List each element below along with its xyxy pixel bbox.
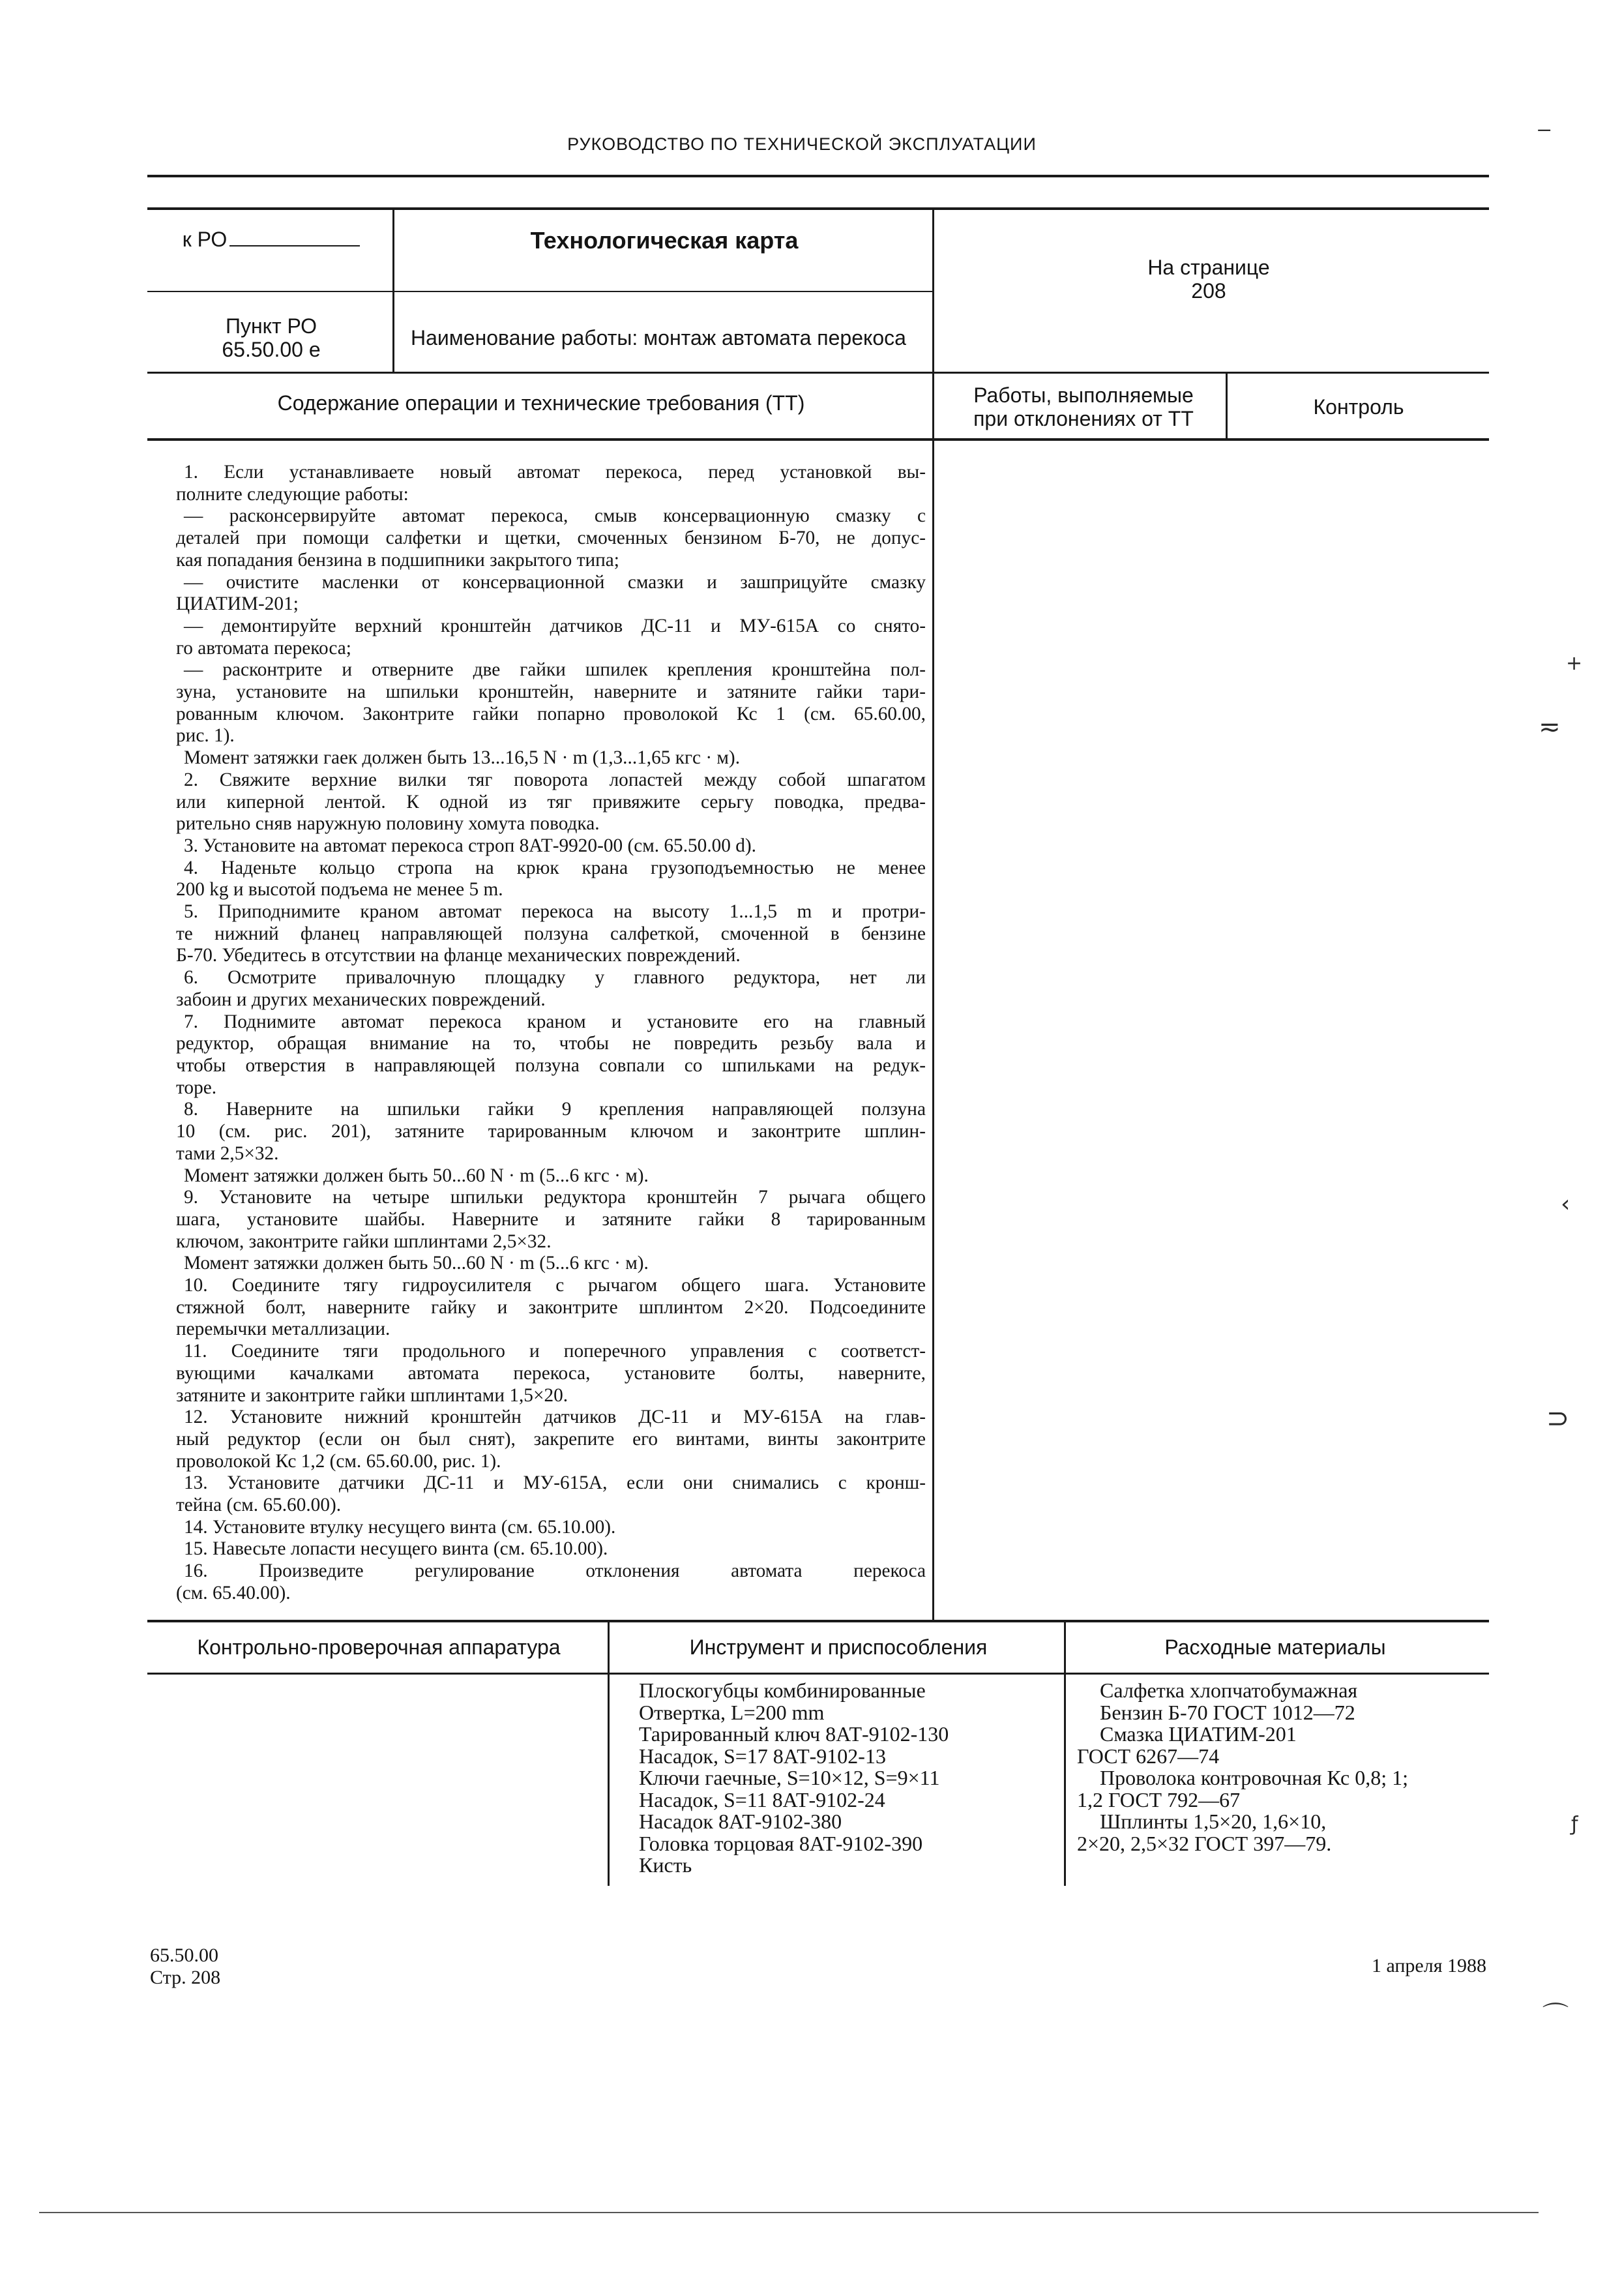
- step-line: полните следующие работы:: [176, 483, 409, 505]
- step-line: или киперной лентой. К одной из тяг привяжите серьгу поводка, предва-: [176, 791, 926, 813]
- step-line: Момент затяжки должен быть 50...60 N · m (5...6 кгс · м).: [184, 1165, 649, 1186]
- step-line: 13. Установите датчики ДС-11 и МУ-615А, если они снимались с кронш-: [184, 1472, 926, 1494]
- footer-section: [150, 1945, 346, 1989]
- scan-speck-icon: +: [1566, 652, 1583, 675]
- card-title: Технологическая карта: [530, 227, 799, 254]
- footer-date: 1 апреля 1988: [1371, 1955, 1486, 1976]
- step-line: вующими качалками автомата перекоса, установите болты, наверните,: [176, 1362, 926, 1384]
- tool-item: Отвертка, L=200 mm: [639, 1700, 825, 1724]
- tool-item: Плоскогубцы комбинированные: [639, 1678, 926, 1702]
- material-item: Проволока контровочная Кс 0,8; 1;: [1100, 1766, 1408, 1789]
- header-tools: Инструмент и приспособления: [689, 1635, 988, 1659]
- ro-item-value: 65.50.00 е: [222, 338, 321, 361]
- tool-item: Насадок 8АТ-9102-380: [639, 1810, 842, 1833]
- step-line: 14. Установите втулку несущего винта (см. 65.10.00).: [184, 1516, 616, 1538]
- tools-list: [639, 1680, 1056, 1877]
- step-line: ключом, законтрите гайки шплинтами 2,5×32.: [176, 1230, 552, 1252]
- step-line: 5. Приподнимите краном автомат перекоса на высоту 1...1,5 m и протри-: [184, 901, 926, 923]
- page-reference: [935, 256, 1482, 303]
- tool-item: Ключи гаечные, S=10×12, S=9×11: [639, 1766, 940, 1789]
- step-line: 200 kg и высотой подъема не менее 5 m.: [176, 879, 503, 901]
- step-line: 4. Наденьте кольцо стропа на крюк крана грузоподъемностью не менее: [184, 857, 926, 878]
- material-item: ГОСТ 6267—74: [1077, 1744, 1220, 1768]
- step-line: ЦИАТИМ-201;: [176, 593, 299, 615]
- ro-reference-blank: [229, 227, 360, 246]
- step-line: торе.: [176, 1077, 217, 1098]
- material-item: Шплинты 1,5×20, 1,6×10,: [1100, 1810, 1327, 1833]
- step-line: стяжной болт, наверните гайку и законтрите шплинтом 2×20. Подсоедините: [176, 1296, 926, 1318]
- step-line: 1. Если устанавливаете новый автомат перекоса, перед установкой вы-: [184, 462, 926, 483]
- step-line: 7. Поднимите автомат перекоса краном и установите его на главный: [184, 1011, 926, 1032]
- tool-item: Насадок, S=11 8АТ-9102-24: [639, 1787, 885, 1811]
- bottom-table-head-rule: [147, 1673, 1489, 1675]
- header-rule: [147, 175, 1489, 177]
- scan-speck-icon: ƒ: [1571, 1813, 1578, 1836]
- material-item: Бензин Б-70 ГОСТ 1012—72: [1100, 1700, 1355, 1724]
- page-reference-label: На странице: [1147, 256, 1270, 279]
- tool-item: Тарированный ключ 8АТ-9102-130: [639, 1722, 949, 1746]
- scan-speck-icon: ⁻: [1536, 117, 1553, 154]
- step-line: — расконтрите и отверните две гайки шпилек крепления кронштейна пол-: [184, 659, 926, 681]
- tool-item: Головка торцовая 8АТ-9102-390: [639, 1831, 923, 1855]
- step-line: те нижний фланец направляющей ползуна салфеткой, смоченной в бензине: [176, 923, 926, 944]
- step-line: забоин и других механических повреждений.: [176, 989, 546, 1010]
- step-line: 15. Навесьте лопасти несущего винта (см. 65.10.00).: [184, 1538, 608, 1560]
- operation-steps: [176, 462, 926, 1605]
- step-line: тами 2,5×32.: [176, 1142, 279, 1164]
- materials-list: [1077, 1680, 1488, 1855]
- step-line: 3. Установите на автомат перекоса строп 8АТ-9920-00 (см. 65.50.00 d).: [184, 835, 756, 856]
- ro-item-label: Пункт РО: [225, 314, 317, 338]
- step-line: кая попадания бензина в подшипники закрытого типа;: [176, 549, 619, 571]
- step-line: зуна, установите на шпильки кронштейн, наверните и затяните гайки тари-: [176, 681, 926, 703]
- header-test-equipment: Контрольно-проверочная аппаратура: [197, 1635, 561, 1659]
- step-line: Момент затяжки гаек должен быть 13...16,5 N · m (1,3...1,65 кгс · м).: [184, 747, 741, 769]
- tool-item: Кисть: [639, 1853, 692, 1877]
- column-header-deviations-line2: при отклонениях от ТТ: [973, 407, 1194, 430]
- step-line: го автомата перекоса;: [176, 637, 351, 659]
- step-line: рис. 1).: [176, 725, 235, 747]
- bottom-table-top-rule: [147, 1620, 1489, 1622]
- step-line: проволокой Кс 1,2 (см. 65.60.00, рис. 1).: [176, 1450, 501, 1472]
- step-line: — очистите масленки от консервационной смазки и зашприцуйте смазку: [184, 571, 926, 593]
- step-line: 2. Свяжите верхние вилки тяг поворота лопастей между собой шпагатом: [184, 769, 926, 790]
- step-line: затяните и законтрите гайки шплинтами 1,5×20.: [176, 1384, 568, 1406]
- step-line: ный редуктор (если он был снят), закрепите его винтами, винты законтрите: [176, 1428, 926, 1450]
- column-header-deviations: [937, 383, 1230, 430]
- step-line: рительно сняв наружную половину хомута поводка.: [176, 813, 600, 835]
- column-header-content: Содержание операции и технические требования (ТТ): [277, 391, 805, 415]
- page-reference-number: 208: [1191, 279, 1226, 303]
- step-line: Момент затяжки должен быть 50...60 N · m (5...6 кгс · м).: [184, 1253, 649, 1274]
- footer-section-code: 65.50.00: [150, 1945, 218, 1966]
- material-item: 1,2 ГОСТ 792—67: [1077, 1787, 1241, 1811]
- step-line: 10. Соедините тягу гидроусилителя с рычагом общего шага. Установите: [184, 1275, 926, 1296]
- card-head-divider: [147, 372, 1489, 374]
- card-row-divider: [147, 291, 934, 292]
- bottom-vline-1: [608, 1621, 610, 1886]
- column-header-control: Контроль: [1313, 395, 1404, 419]
- scan-speck-icon: ⌒: [1542, 2001, 1569, 2031]
- step-line: 11. Соедините тяги продольного и поперечного управления с соответст-: [184, 1341, 926, 1362]
- material-item: Салфетка хлопчатобумажная: [1100, 1678, 1358, 1702]
- step-line: 8. Наверните на шпильки гайки 9 крепления направляющей ползуна: [184, 1099, 926, 1120]
- material-item: Смазка ЦИАТИМ-201: [1100, 1722, 1297, 1746]
- step-line: чтобы отверстия в направляющей ползуна совпали со шпильками на редук-: [176, 1054, 926, 1076]
- card-vline-2: [932, 209, 934, 1621]
- step-line: перемычки металлизации.: [176, 1319, 391, 1340]
- step-line: рованным ключом. Законтрите гайки попарно проволокой Кс 1 (см. 65.60.00,: [176, 703, 926, 724]
- ro-reference-label: к РО: [182, 228, 228, 251]
- step-line: Б-70. Убедитесь в отсутствии на фланце механических повреждений.: [176, 945, 741, 966]
- step-line: (см. 65.40.00).: [176, 1582, 291, 1603]
- step-line: 9. Установите на четыре шпильки редуктора кронштейн 7 рычага общего: [184, 1187, 926, 1208]
- step-line: — расконсервируйте автомат перекоса, смыв консервационную смазку с: [184, 505, 926, 527]
- bottom-vline-2: [1064, 1621, 1066, 1886]
- step-line: редуктор, обращая внимание на то, чтобы не повредить резьбу вала и: [176, 1033, 926, 1054]
- footer-page: Стр. 208: [150, 1967, 221, 1988]
- material-item: 2×20, 2,5×32 ГОСТ 397—79.: [1077, 1831, 1332, 1855]
- column-head-rule: [147, 438, 1489, 441]
- step-line: 12. Установите нижний кронштейн датчиков ДС-11 и МУ-615А на глав-: [184, 1407, 926, 1428]
- scan-speck-icon: ‹: [1561, 1191, 1570, 1217]
- scan-speck-icon: ⊃: [1546, 1402, 1570, 1434]
- step-line: 6. Осмотрите привалочную площадку у главного редуктора, нет ли: [184, 967, 926, 989]
- ro-reference: [147, 227, 395, 252]
- step-line: 16. Произведите регулирование отклонения автомата перекоса: [184, 1560, 926, 1582]
- ro-item: [147, 314, 395, 361]
- page-bottom-rule: [39, 2212, 1539, 2213]
- card-top-border: [147, 207, 1489, 210]
- step-line: шага, установите шайбы. Наверните и затяните гайки 8 тарированным: [176, 1208, 926, 1230]
- step-line: тейна (см. 65.60.00).: [176, 1495, 342, 1516]
- column-header-deviations-line1: Работы, выполняемые: [973, 383, 1194, 407]
- step-line: 10 (см. рис. 201), затяните тарированным ключом и законтрите шплин-: [176, 1121, 926, 1142]
- running-header: РУКОВОДСТВО ПО ТЕХНИЧЕСКОЙ ЭКСПЛУАТАЦИИ: [567, 134, 1037, 154]
- step-line: деталей при помощи салфетки и щетки, смоченных бензином Б-70, не допус-: [176, 528, 926, 549]
- step-line: — демонтируйте верхний кронштейн датчиков ДС-11 и МУ-615А со снято-: [184, 615, 926, 636]
- scan-speck-icon: ≂: [1539, 712, 1561, 742]
- header-materials: Расходные материалы: [1164, 1635, 1386, 1659]
- tool-item: Насадок, S=17 8АТ-9102-13: [639, 1744, 886, 1768]
- work-name: Наименование работы: монтаж автомата перекоса: [411, 326, 906, 350]
